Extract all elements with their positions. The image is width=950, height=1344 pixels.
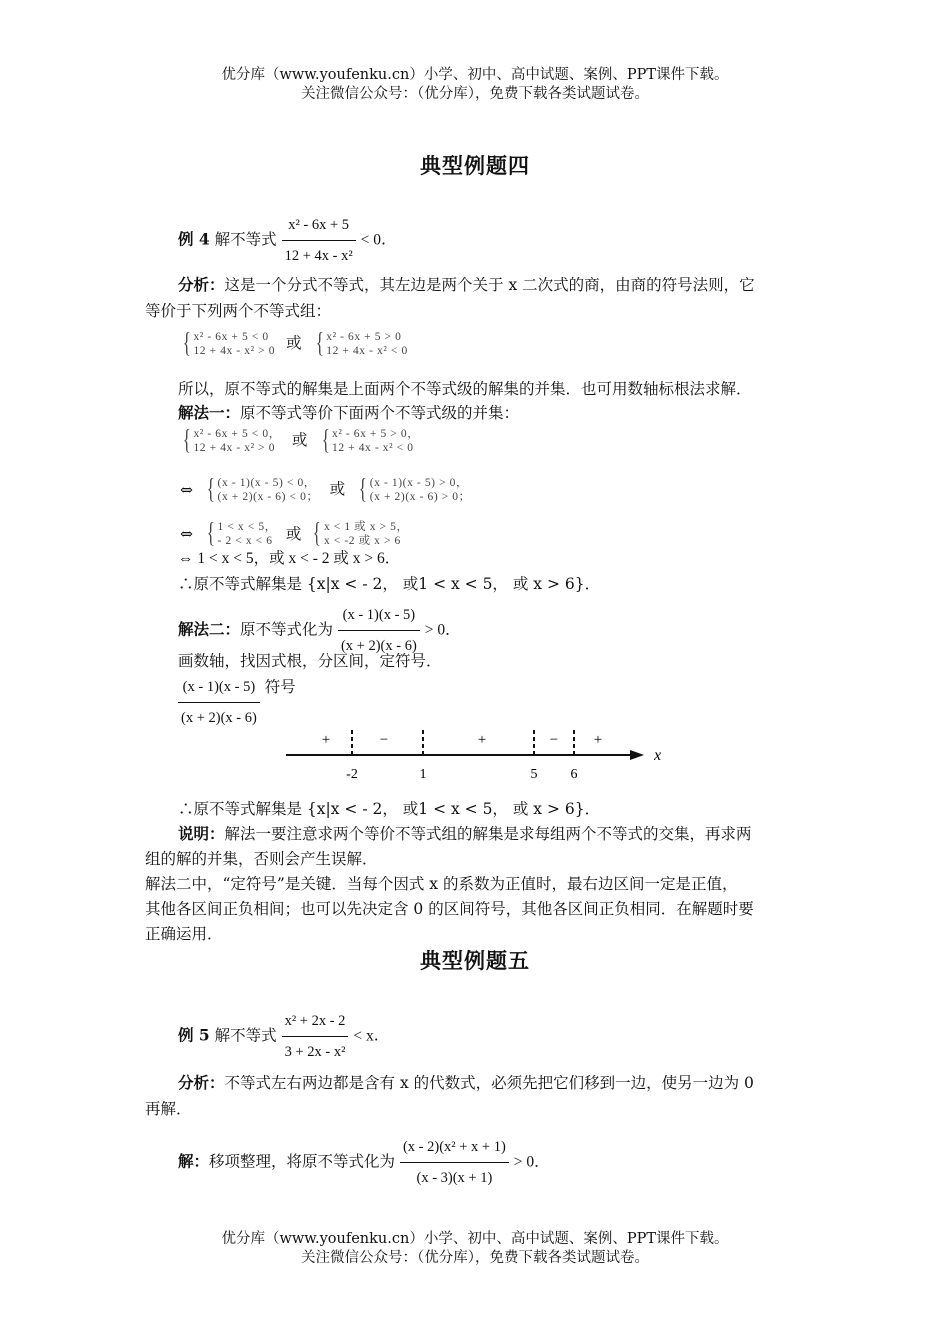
analysis5-line-1 [178, 1070, 754, 1096]
example5-fraction [282, 1008, 349, 1065]
root-label: 6 [570, 767, 578, 782]
method2-denominator: (x + 2)(x - 6) [340, 638, 417, 654]
axis-label: x [654, 747, 662, 764]
example5-numerator: x² + 2x - 2 [282, 1008, 349, 1037]
note-line-1 [178, 821, 752, 847]
note-line-3: 解法二中，“定符号”是关键．当每个因式 x 的系数为正值时，最右边区间一定是正值， [145, 875, 738, 893]
example5-end: . [373, 1026, 379, 1045]
note-label: 说明： [178, 824, 225, 843]
sign-line [178, 674, 296, 731]
system-a0: { x² - 6x + 5 < 0 12 + 4x - x² > 0 [182, 328, 276, 359]
method1-line [178, 400, 519, 426]
method2-label: 解法二： [178, 619, 241, 639]
equivalence-line: ⇔ 1 < x < 5，或 x < - 2 或 x > 6． [178, 550, 401, 567]
solution5-fraction [400, 1134, 509, 1191]
note-text-1: 解法一要注意求两个等价不等式组的解集是求每组两个不等式的交集，再求两 [224, 825, 752, 843]
solution5-denominator: (x - 3)(x + 1) [416, 1170, 493, 1186]
system-a1: { x² - 6x + 5 < 0， 12 + 4x - x² > 0 [182, 425, 281, 456]
note-line-5: 正确运用． [145, 925, 223, 943]
footer-line-2: 关注微信公众号：（优分库），免费下载各类试题试卷。 [301, 1250, 649, 1266]
solution5-line [178, 1134, 550, 1191]
system-a2: { (x - 1)(x - 5) < 0， (x + 2)(x - 6) < 0； [206, 474, 319, 505]
example5-label: 例 5 [178, 1025, 210, 1045]
solution5-text: 移项整理，将原不等式化为 [209, 1152, 396, 1171]
root-label: 5 [530, 767, 538, 782]
system-b3: { x < 1 或 x > 5， x < -2 或 x > 6 [313, 518, 409, 549]
example4-end: . [381, 230, 386, 249]
analysis4-line-2: 等价于下列两个不等式组： [145, 302, 332, 320]
method2-relation: > 0． [424, 621, 461, 639]
method1-text: 原不等式等价下面两个不等式级的并集： [240, 404, 520, 422]
solution5-label: 解： [178, 1151, 210, 1171]
root-label: -2 [346, 767, 358, 782]
analysis4-label: 分析： [178, 275, 225, 294]
example4-fraction [282, 212, 356, 269]
axis-intro: 画数轴，找因式根，分区间，定符号． [178, 652, 442, 670]
example5-denominator: 3 + 2x - x² [284, 1044, 346, 1060]
interval-sign: − [379, 732, 389, 748]
system-row-1 [180, 427, 419, 455]
analysis5-text-1: 不等式左右两边都是含有 x 的代数式，必须先把它们移到一边，使另一边为 0 [224, 1074, 754, 1092]
example4-relation: < 0 [360, 231, 381, 249]
or-3: 或 [285, 525, 302, 543]
number-line [280, 722, 680, 788]
note-line-2: 组的解的并集，否则会产生误解． [145, 850, 378, 868]
system-b1: { x² - 6x + 5 > 0， 12 + 4x - x² < 0 [321, 425, 420, 456]
method1-label: 解法一： [178, 403, 241, 422]
analysis5-label: 分析： [178, 1073, 225, 1092]
sign-numerator: (x - 1)(x - 5) [178, 674, 260, 703]
therefore-1: ∴原不等式解集是 {x|x < - 2， 或1 < x < 5， 或 x > 6}． [178, 575, 601, 593]
so-line: 所以，原不等式的解集是上面两个不等式级的解集的并集．也可用数轴标根法求解． [178, 380, 752, 398]
or-0: 或 [286, 334, 302, 352]
analysis4-text-1: 这是一个分式不等式，其左边是两个关于 x 二次式的商，由商的符号法则，它 [224, 276, 755, 294]
example5-text: 解不等式 [214, 1026, 277, 1045]
interval-sign: + [477, 732, 487, 748]
header-line-1: 优分库（www.youfenku.cn）小学、初中、高中试题、案例、PPT课件下载。 [221, 67, 729, 83]
example4-denominator: 12 + 4x - x² [284, 248, 353, 264]
system-row-3 [180, 520, 409, 548]
solution5-numerator: (x - 2)(x² + x + 1) [400, 1134, 509, 1163]
section4-title: 典型例题四 [420, 153, 530, 178]
interval-sign: + [593, 732, 603, 748]
root-label: 1 [419, 767, 427, 782]
method2-numerator: (x - 1)(x - 5) [338, 602, 420, 631]
example4-text: 解不等式 [214, 230, 277, 249]
interval-sign: − [549, 732, 559, 748]
example4-numerator: x² - 6x + 5 [282, 212, 356, 241]
iff-3: ⇔ [180, 525, 193, 543]
analysis5-line-2: 再解． [145, 1100, 192, 1118]
system-row-0 [180, 330, 408, 358]
solution5-relation: > 0． [513, 1153, 550, 1171]
analysis4-line-1 [178, 272, 755, 298]
method2-text: 原不等式化为 [240, 620, 334, 639]
sign-denominator: (x + 2)(x - 6) [181, 710, 257, 726]
sign-fraction [178, 674, 260, 731]
or-1: 或 [291, 431, 308, 449]
example4-label: 例 4 [178, 229, 210, 249]
section5-title: 典型例题五 [420, 948, 530, 973]
axis-arrow-icon [630, 750, 644, 760]
iff-2: ⇔ [180, 481, 193, 499]
system-row-2 [180, 476, 471, 504]
system-b0: { x² - 6x + 5 > 0 12 + 4x - x² < 0 [315, 328, 408, 359]
sign-word: 符号 [264, 678, 296, 696]
example5-relation: < x [353, 1027, 374, 1045]
system-a3: { 1 < x < 5， - 2 < x < 6 [206, 518, 277, 549]
note-line-4: 其他各区间正负相间；也可以先决定含 0 的区间符号，其他各区间正负相同．在解题时要 [145, 900, 754, 918]
interval-sign: + [321, 732, 331, 748]
example4-line [178, 212, 386, 269]
header-line-2: 关注微信公众号：（优分库），免费下载各类试题试卷。 [301, 86, 649, 102]
therefore-2: ∴原不等式解集是 {x|x < - 2， 或1 < x < 5， 或 x > 6}． [178, 800, 601, 818]
footer-line-1: 优分库（www.youfenku.cn）小学、初中、高中试题、案例、PPT课件下载。 [221, 1231, 729, 1247]
system-b2: { (x - 1)(x - 5) > 0， (x + 2)(x - 6) > 0； [358, 474, 471, 505]
or-2: 或 [329, 480, 346, 498]
example5-line [178, 1008, 379, 1065]
